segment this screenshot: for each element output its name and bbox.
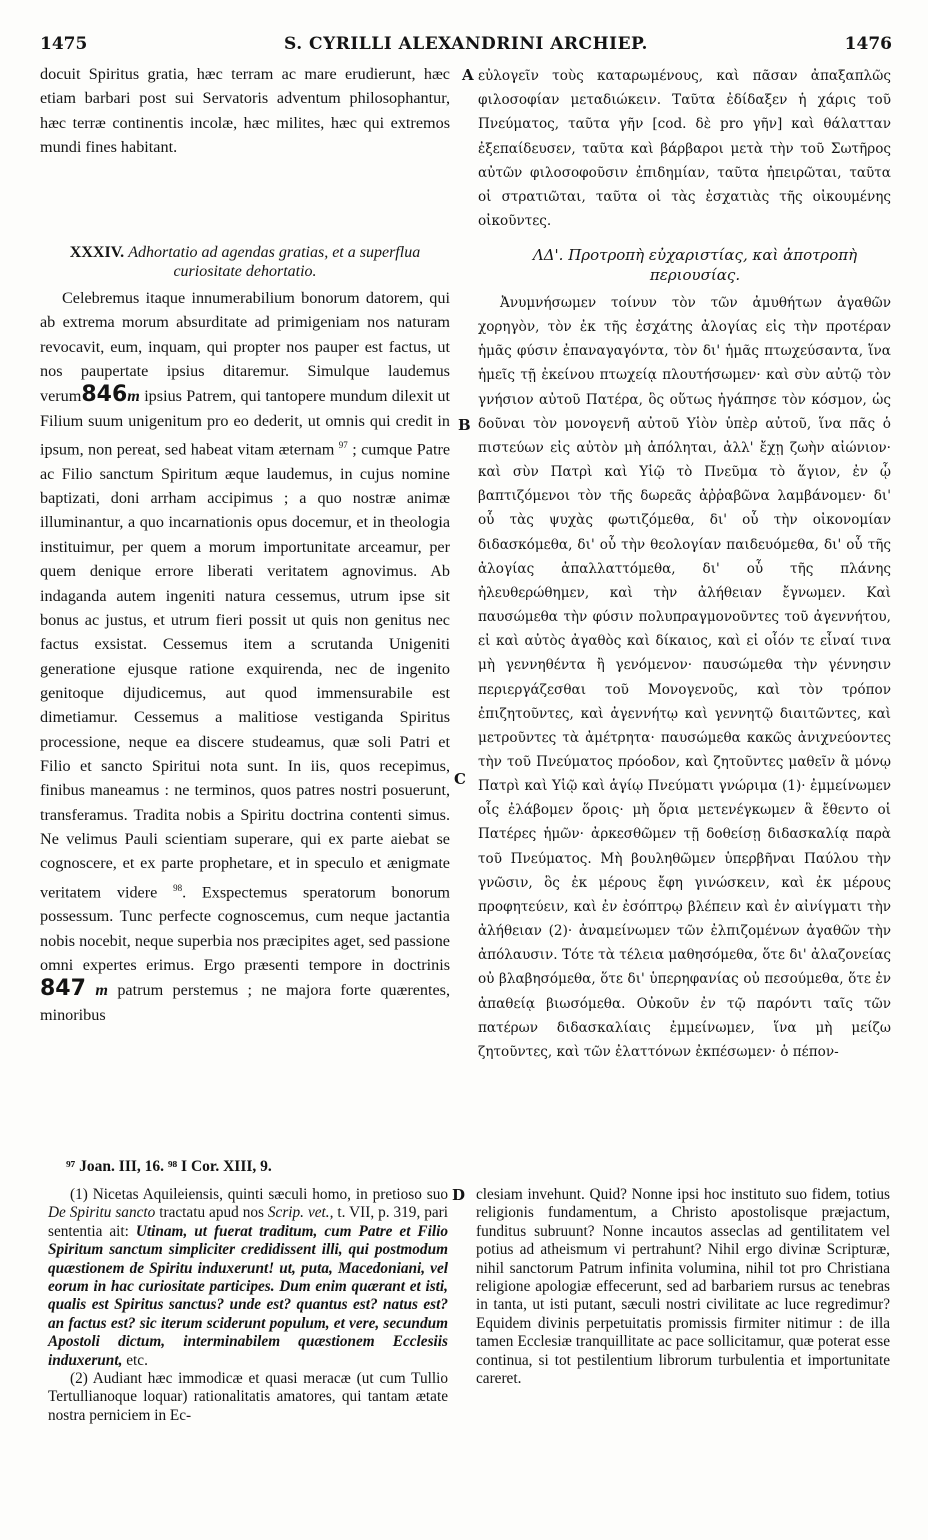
latin-main-paragraph: Celebremus itaque innumerabilium bonorum datorem, qui ab extrema morum absurditate ad primigeniam nos naturam revocavit, eum, inquam, qui propter nos pauper est factus, ut nos paupertate ipsius ditaremur. Simulque laudemus verum846m ipsius Patrem, qui tantopere mundum dilexit ut Filium suum unigenitum pro eo dederit, ut omnis qui credit in ipsum, non pereat, sed habeat vitam æternam $^{97}$ ; cumque Patre ac Filio sanctum Spiritum æque laudemus, in cujus nomine baptizati, doni arrham accipimus ; a quo nostræ animæ illuminantur, a quo incarnationis opus docemur, et in theologia instituimur, per quem a morum importunitate arceamur, per quem denique errore liberati veritatem agnovimus. Ab indaganda autem ingeniti natura cessemus, utrum ipse sit bonus ac justus, et utrum fieri possit ut quis non genitus nec factus exsistat. Cessemus item a scrutanda Unigeniti generatione ejusque ratione exquirenda, nec de ingenito genitoque dijudicemus, aut quod immensurabile est dimetiamur. Cessemus a malitiose vestiganda Spiritus processione, neque ea discere studeamus, quæ soli Patri et Filio et sancto Spiritui nota sunt. In iis, quos recepimus, finibus maneamus : ne terminos, quos patres nostri posuerunt, transferamus. Tradita nobis a Spiritu doctrina contenti simus. Ne velimus Pauli scientiam superare, qui ex parte aiebat se cognoscere, et ex parte prophetare, et in speculo et ænigmate veritatem videre $^{98}$. Exspectemus speratorum bonorum possessum. Tunc perfecte cognoscemus, cum neque jactantia nobis nocebit, neque superbia nos præcipites aget, sed passione omni expertes erimus. Ergo præsenti tempore in doctrinis 847 m patrum perstemus ; ne majora forte quærentes, minoribus [40, 289, 451, 1024]
column-number-847: 847 [40, 976, 86, 1002]
marker-c: C [454, 770, 466, 788]
greek-top-paragraph: εὐλογεῖν τοὺς καταρωμένους, καὶ πᾶσαν ἀπαξαπλῶς φιλοσοφίαν μεταδιώκειν. Ταῦτα ἐδίδαξεν ἡ χάρις τοῦ Πνεύματος, ταῦτα γῆν [cod. δὲ pro γῆν] καὶ θάλατταν ἐξεπαίδευσεν, ταῦτα καὶ βάρβαροι μετὰ τὴν τοῦ Σωτῆρος αὐτῶν φιλοσοφοῦσιν ἐπιδημίαν, ταῦτα ἠπειρῶται, ταῦτα οἱ στρατιῶται, ταῦτα οἱ τὰς ἐσχατιὰς τῆς οἰκουμένης οἰκοῦντες. [478, 68, 891, 230]
footnote-1: (1) Nicetas Aquileiensis, quinti sæculi homo, in pretioso suo De Spiritu sancto tractatu apud nos Scrip. vet., t. VII, p. 319, pari sententia ait: Utinam, ut fuerat traditum, cum Patre et Filio Spiritum sanctum simpliciter credidissent illi, qui postmodum quæstionem de Spiritu induxerunt! ut, puta, Macedoniani, vel eorum in hac curiositate participes. Dum enim quærant et isti, qualis est Spiritus sanctus? unde est? quantus est? natus est? an factus est? sic iterum sciderunt populum, et vere, secundum Apostoli dictum, interminabilem quæstionem Ecclesiis induxerunt, etc. [48, 1186, 449, 1369]
latin-section-number: XXXIV. [69, 244, 125, 261]
greek-main-paragraph: Ἀνυμνήσωμεν τοίνυν τὸν τῶν ἀμυθήτων ἀγαθῶν χορηγὸν, τὸν ἐκ τῆς ἐσχάτης ἀλογίας εἰς τὴν προτέραν ἡμᾶς φύσιν ἐπαναγαγόντα, τὸν δι' ἡμᾶς πτωχεύσαντα, ἵνα ἡμεῖς τῇ ἐκείνου πτωχείᾳ πλουτήσωμεν· καὶ σὺν αὐτῷ τὸν γνήσιον αὐτοῦ Πατέρα, ὃς οὕτως ἠγάπησε τὸν κόσμον, ὡς δοῦναι τὸν μονογενῆ αὐτοῦ Υἱὸν ὑπὲρ αὐτοῦ, ἵνα πᾶς ὁ πιστεύων εἰς αὐτὸν μὴ ἀπόληται, ἀλλ' ἔχῃ ζωὴν αἰώνιον· καὶ σὺν Πατρὶ καὶ Υἱῷ τὸ Πνεῦμα τὸ ἅγιον, ἐν ᾧ βαπτιζόμενοι τὸν τῆς δωρεᾶς ἀῤῥαβῶνα λαμβάνομεν· δι' οὗ τὰς ψυχὰς φωτιζόμεθα, δι' οὗ τὴν οἰκονομίαν διδασκόμεθα, δι' οὗ τὴν θεολογίαν παιδευόμεθα, δι' οὗ τῆς ἀλογίας ἀπαλλαττόμεθα, δι' οὗ τῆς πλάνης ἠλευθερώθημεν, καὶ τὴν ἀλήθειαν ἔγνωμεν. Καὶ παυσώμεθα τὴν φύσιν πολυπραγμονοῦντες τοῦ ἀγεννήτου, εἰ καὶ αὐτὸς ἀγαθὸς καὶ δίκαιος, καὶ εἰ οἷόν τε εἶναί τινα μὴ γεννηθέντα ἢ γενόμενον· παυσώμεθα τὴν γέννησιν περιεργάζεσθαι τοῦ Μονογενοῦς, καὶ τὸν τρόπον ἐπιζητοῦντες, καὶ ἀγεννήτῳ καὶ γεννητῷ διαιτῶντες, καὶ μετροῦντες τὰ ἀμέτρητα· παυσώμεθα κακῶς ἀνιχνεύοντες τὴν τοῦ Πνεύματος πρόοδον, καὶ ζητοῦντες μαθεῖν ἃ μόνῳ Πατρὶ καὶ Υἱῷ καὶ ἁγίῳ Πνεύματι γνώριμα (1)· ἐμμείνωμεν οἷς ἐλάβομεν ὅροις· μὴ ὅρια μετενέγκωμεν ἃ ἔθεντο οἱ Πατέρες ἡμῶν· ἀρκεσθῶμεν τῇ δοθείσῃ διδασκαλίᾳ παρὰ τοῦ Πνεύματος. Μὴ βουληθῶμεν ὑπερβῆναι Παύλου τὴν γνῶσιν, ὃς ἐκ μέρους ἔφη γινώσκειν, καὶ ἐκ μέρους προφητεύειν, καὶ ἐν ἐσόπτρῳ βλέπειν καὶ ἐν αἰνίγματι τὴν ἀλήθειαν (2)· ἀναμείνωμεν τῶν ἐλπιζομένων ἀγαθῶν τὴν ἀπόλαυσιν. Τότε τὰ τέλεια μαθησόμεθα, ὅτε δι' ἀλαζονείας οὐ βλαβησόμεθα, ὅτε δι' ὑπερηφανίας οὐ πεσούμεθα, ὅτε ἐν ἀπαθείᾳ βιωσόμεθα. Οὐκοῦν ἐν τῷ παρόντι ταῖς τῶν πατέρων διδασκαλίαις ἐμμείνωμεν, ἵνα μὴ μείζω ζητοῦντες, καὶ τῶν ἐλαττόνων ἐκπέσωμεν· ὁ πέπον- [478, 295, 891, 1060]
note-ref-97: 97 [338, 440, 348, 451]
footnote-2: (2) Audiant hæc immodicæ et quasi meracæ (ut cum Tullio Tertullianoque loquar) rationalitatis amatores, qui tantam ætate nostra perniciem in Ec- [48, 1370, 448, 1424]
greek-column-top [478, 64, 891, 233]
latin-section-title: Adhortatio ad agendas gratias, et a superflua curiositate dehortatio. [128, 244, 421, 280]
latin-section-heading [40, 243, 450, 281]
note-ref-98: 98 [173, 882, 183, 893]
right-page-number: 1476 [844, 34, 892, 54]
latin-column-main [40, 286, 450, 1027]
latin-text-3: ; cumque Patre ac Filio sanctum Spiritum æque laudemus, in cujus nomine baptizati, doni arrham accipimus ; a quo nostræ animæ illuminantur, a quo incarnationis opus docemur, et in theologia instituimur, per quem a morum importunitate arceamur, per quem denique errore liberati veritatem agnovimus. Ab indaganda autem ingeniti natura cessemus, utrum ipse sit bonus ac justus, et utrum fieri possit ut quis non genitus nec factus exsistat. Cessemus item a scrutanda Unigeniti generatione ejusque ratione exquirenda, nec de ingenito genitoque dijudicemus, aut quod immensurabile est dimetiamur. Cessemus a malitiose vestiganda Spiritus processione, neque ea discere studeamus, quæ soli Patri et Filio et sancto Spiritui nota sunt. In iis, quos recepimus, finibus maneamus : ne terminos, quos patres nostri posuerunt, transferamus. Tradita nobis a Spiritu doctrina contenti simus. Ne velimus Pauli scientiam superare, qui ex parte aiebat se cognoscere, et ex parte prophetare, et in speculo et ænigmate veritatem videre [40, 440, 451, 902]
latin-text-5: patrum perstemus ; ne majora forte quærentes, minoribus [40, 981, 451, 1024]
column-number-846: 846 [81, 382, 128, 408]
page-header [40, 34, 892, 58]
greek-section-heading: ΛΔ'. Προτροπὴ εὐχαριστίας, καὶ ἀποτροπὴ περιουσίας. [532, 246, 858, 284]
left-page-number: 1475 [40, 34, 88, 54]
latin-top-paragraph: docuit Spiritus gratia, hæc terram ac mare erudierunt, hæc etiam barbari post sui Servatoris adventum philosophantur, hæc terræ continentis incolæ, hæc milites, hæc qui extremos mundi fines habitant. [40, 65, 450, 157]
footnotes-right: clesiam invehunt. Quid? Nonne ipsi hoc instituto suo fidem, totius religionis fundamentum, a Christo apostolisque præjactum, funditus subruunt? Nonne incautos asseclas ad gentilitatem vel potius ad atheismum vi pertrahunt? Nihil ergo divinæ Scripturæ, nihil sanctorum Patrum infinita volumina, nihil tot pro Christiana religione apologiæ effecerunt, sed ad barbariem rursus ac tenebras in tanta, ut isti putant, sæculi nostri civilitate ac luce regredimur? Equidem divinis perpetuitatis promissis firmiter nitimur : de illa tamen Ecclesiæ tranquillitate ac pace sollicitamur, quæ poterat esse continua, si tot pestilentium librorum turbulentia et importunitate careret. [476, 1186, 890, 1388]
latin-column-top [40, 62, 450, 160]
marker-b: B [458, 416, 471, 434]
greek-column-main [478, 291, 891, 1064]
latin-text-1: Celebremus itaque innumerabilium bonorum datorem, qui ab extrema morum absurditate ad primigeniam nos naturam revocavit, eum, inquam, qui propter nos pauper est factus, ut nos paupertate ipsius ditaremur. Simulque laudemus verum [40, 289, 450, 406]
scripture-references: ⁹⁷ Joan. III, 16. ⁹⁸ I Cor. XIII, 9. [66, 1158, 272, 1175]
footnotes-left [48, 1186, 448, 1425]
latin-text-2: ipsius Patrem, qui tantopere mundum dilexit ut Filium suum unigenitum pro eo dederit, ut omnis qui credit in ipsum, non pereat, sed habeat vitam æternam [40, 387, 450, 459]
marker-a: A [462, 66, 474, 84]
marker-d: D [452, 1186, 466, 1204]
latin-text-4: . Exspectemus speratorum bonorum possessum. Tunc perfecte cognoscemus, cum neque jactantia nobis nocebit, neque superbia nos præcipites aget, sed passione omni expertes erimus. Ergo præsenti tempore in doctrinis [40, 883, 451, 975]
running-title: S. CYRILLI ALEXANDRINI ARCHIEP. [284, 34, 648, 54]
